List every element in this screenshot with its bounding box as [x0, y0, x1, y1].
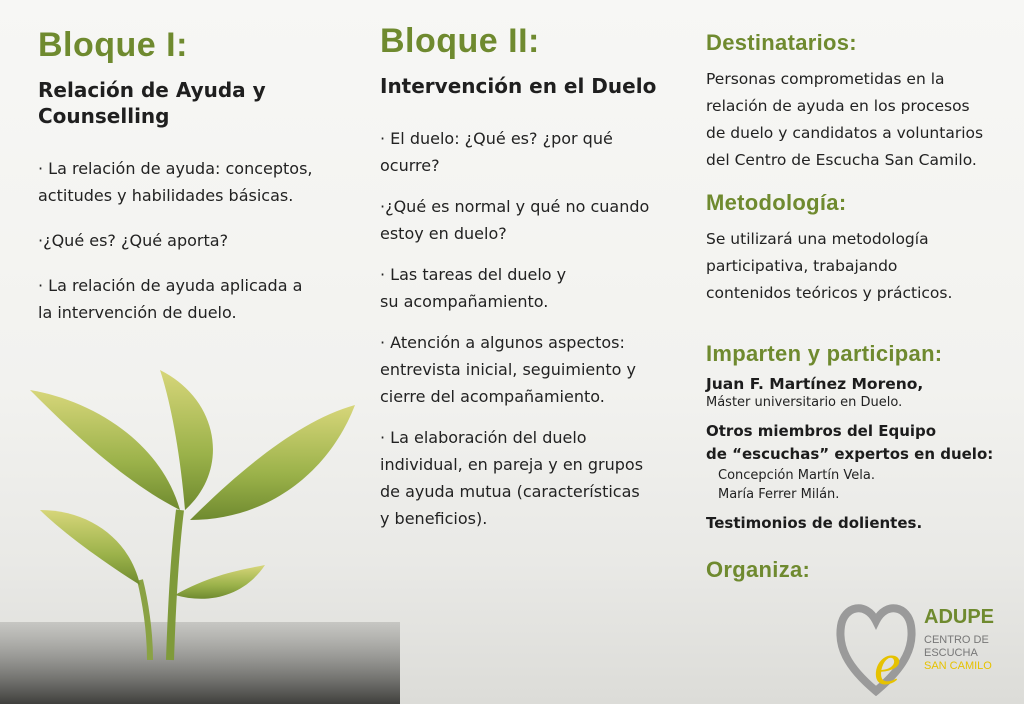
others-line2: de “escuchas” expertos en duelo:: [706, 445, 994, 463]
item-line: · La relación de ayuda aplicada a: [38, 276, 303, 295]
bloque-2-item: [380, 329, 680, 410]
imparten-title: Imparten y participan:: [706, 341, 943, 366]
testimonios-text: Testimonios de dolientes.: [706, 514, 923, 532]
person-name: Juan F. Martínez Moreno,: [706, 375, 924, 393]
bloque-1-item: [38, 155, 348, 209]
bloque-2-item: [380, 193, 680, 247]
item-line: · Las tareas del duelo y: [380, 265, 567, 284]
logo-line: SAN CAMILO: [924, 660, 992, 672]
bloque-1-subtitle-line2: Counselling: [38, 104, 170, 128]
text-line: Personas comprometidas en la: [706, 70, 945, 88]
logo-subtitle: [924, 634, 992, 673]
metodologia-title: Metodología:: [706, 190, 847, 215]
heart-logo-icon: [836, 596, 916, 696]
svg-text:e: e: [874, 631, 901, 696]
bloque-1-item: [38, 272, 348, 326]
bloque-2-title: Bloque II:: [380, 22, 540, 60]
others-line1: Otros miembros del Equipo: [706, 422, 937, 440]
member-item: María Ferrer Milán.: [718, 487, 840, 502]
item-line: cierre del acompañamiento.: [380, 387, 605, 406]
item-line: la intervención de duelo.: [38, 303, 237, 322]
item-line: su acompañamiento.: [380, 292, 549, 311]
text-line: Se utilizará una metodología: [706, 230, 929, 248]
item-line: entrevista inicial, seguimiento y: [380, 360, 636, 379]
person-detail: Máster universitario en Duelo.: [706, 395, 903, 410]
destinatarios-title: Destinatarios:: [706, 30, 857, 55]
plant-illustration: [0, 360, 400, 704]
bloque-2-item: [380, 125, 680, 179]
metodologia-text: [706, 226, 1006, 307]
bloque-1-subtitle: [38, 77, 348, 129]
text-line: contenidos teóricos y prácticos.: [706, 284, 953, 302]
logo-name: ADUPE: [924, 606, 995, 628]
logo-line: CENTRO DE: [924, 634, 989, 646]
adupe-logo: [836, 596, 1016, 696]
bloque-2-subtitle: Intervención en el Duelo: [380, 74, 657, 98]
leaf-shape: [175, 565, 265, 599]
item-line: · El duelo: ¿Qué es? ¿por qué: [380, 129, 613, 148]
organiza-title: Organiza:: [706, 557, 811, 582]
bloque-1-column: [38, 0, 348, 326]
bloque-1-title: Bloque I:: [38, 26, 188, 64]
member-item: Concepción Martín Vela.: [718, 468, 875, 483]
leaf-shape: [40, 510, 140, 585]
leaf-shape: [190, 405, 355, 520]
text-line: relación de ayuda en los procesos: [706, 97, 970, 115]
item-line: ocurre?: [380, 156, 440, 175]
soil-shape: [0, 622, 400, 704]
info-column: [706, 0, 1006, 583]
bloque-2-column: [380, 0, 680, 532]
bloque-1-subtitle-line1: Relación de Ayuda y: [38, 78, 266, 102]
text-line: participativa, trabajando: [706, 257, 898, 275]
item-line: · Atención a algunos aspectos:: [380, 333, 625, 352]
leaf-shape: [30, 390, 180, 510]
bloque-2-item: [380, 424, 680, 532]
item-line: de ayuda mutua (características: [380, 482, 640, 501]
item-line: ·¿Qué es? ¿Qué aporta?: [38, 231, 229, 250]
item-line: actitudes y habilidades básicas.: [38, 186, 294, 205]
item-line: · La relación de ayuda: conceptos,: [38, 159, 313, 178]
item-line: individual, en pareja y en grupos: [380, 455, 644, 474]
item-line: ·¿Qué es normal y qué no cuando: [380, 197, 650, 216]
item-line: estoy en duelo?: [380, 224, 507, 243]
text-line: de duelo y candidatos a voluntarios: [706, 124, 984, 142]
item-line: y beneficios).: [380, 509, 488, 528]
bloque-2-item: [380, 261, 680, 315]
bloque-1-item: [38, 227, 348, 254]
text-line: del Centro de Escucha San Camilo.: [706, 151, 977, 169]
logo-line: ESCUCHA: [924, 647, 978, 659]
item-line: · La elaboración del duelo: [380, 428, 587, 447]
destinatarios-text: [706, 66, 1006, 174]
